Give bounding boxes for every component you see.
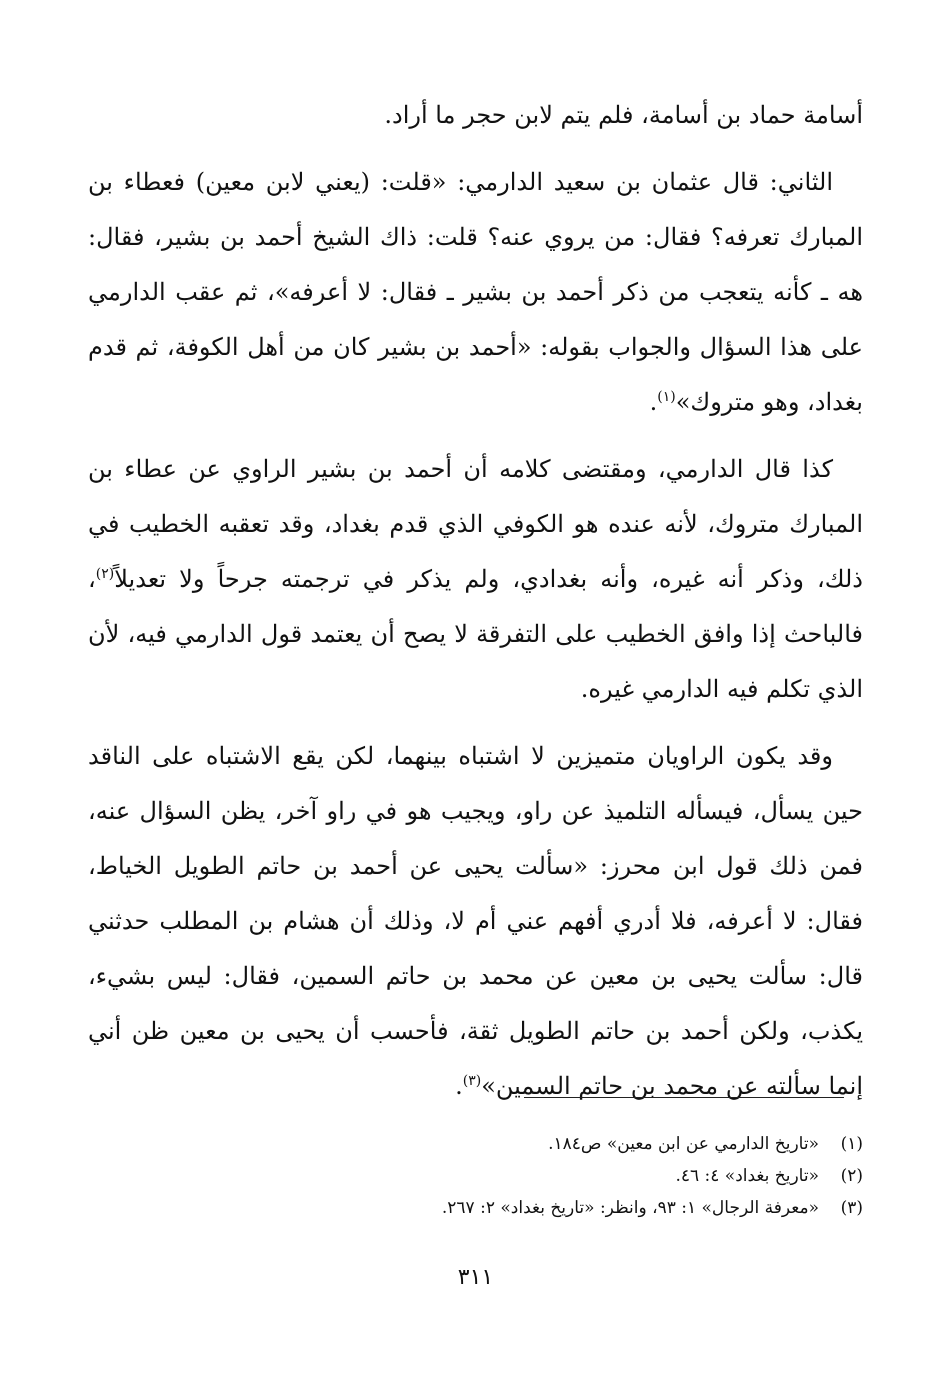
footnotes-list (88, 1128, 863, 1224)
footnote-text: «معرفة الرجال» ١: ٩٣، وانظر: «تاريخ بغداد» ٢: ٢٦٧. (441, 1198, 819, 1218)
footnote-number: (٣) (840, 1198, 863, 1218)
paragraph-text: أسامة حماد بن أسامة، فلم يتم لابن حجر ما أراد. (384, 101, 863, 129)
footnote-ref-2: (٢) (95, 566, 115, 582)
footnote-item (88, 1128, 863, 1160)
paragraph-two-narrators: وقد يكون الراويان متميزين لا اشتباه بينهما، لكن يقع الاشتباه على الناقد حين يسأل، فيسأله التلميذ عن راو، ويجيب هو في راو آخر، يظن السؤال عنه، فمن ذلك قول ابن محرز: «سألت يحيى عن أحمد بن حاتم الطويل الخياط، فقال: لا أعرفه، فلا أدري أفهم عني أم لا، وذلك أن هشام بن المطلب حدثني قال: سألت يحيى بن معين عن محمد بن حاتم السمين، فقال: ليس بشيء، يكذب، ولكن أحمد بن حاتم الطويل ثقة، فأحسب أن يحيى بن معين ظن أني إنما سألته عن محمد بن حاتم السمين»$^{(٣)}$. (88, 742, 863, 1100)
footnote-ref-3: (٣) (462, 1073, 482, 1089)
footnote-ref-1: (١) (657, 389, 676, 405)
footnote-item (88, 1160, 863, 1192)
paragraph-continuation (88, 88, 863, 143)
paragraph-text: الثاني: قال عثمان بن سعيد الدارمي: «قلت: (يعني لابن معين) فعطاء بن المبارك تعرفه؟ فقال: من يروي عنه؟ قلت: ذاك الشيخ أحمد بن بشير، فقال: هه ـ كأنه يتعجب من ذكر أحمد بن بشير ـ فقال: لا أعرفه»، ثم عقب الدارمي على هذا السؤال والجواب بقوله: «أحمد بن بشير كان من أهل الكوفة، ثم قدم بغداد، وهو متروك» (88, 168, 863, 416)
footnote-number: (١) (840, 1134, 863, 1154)
footnote-text: «تاريخ بغداد» ٤: ٤٦. (675, 1166, 819, 1186)
paragraph-text: وقد يكون الراويان متميزين لا اشتباه بينهما، لكن يقع الاشتباه على الناقد حين يسأل، فيسأله التلميذ عن راو، ويجيب هو في راو آخر، يظن السؤال عنه، فمن ذلك قول ابن محرز: «سألت يحيى عن أحمد بن حاتم الطويل الخياط، فقال: لا أعرفه، فلا أدري أفهم عني أم لا، وذلك أن هشام بن المطلب حدثني قال: سألت يحيى بن معين عن محمد بن حاتم السمين، فقال: ليس بشيء، يكذب، ولكن أحمد بن حاتم الطويل ثقة، فأحسب أن يحيى بن معين ظن أني إنما سألته عن محمد بن حاتم السمين» (88, 742, 863, 1100)
footnote-text: «تاريخ الدارمي عن ابن معين» ص١٨٤. (548, 1134, 819, 1154)
paragraph-darimi-comment (88, 442, 863, 717)
footnote-separator (524, 1097, 844, 1098)
paragraph-second-example: الثاني: قال عثمان بن سعيد الدارمي: «قلت: (يعني لابن معين) فعطاء بن المبارك تعرفه؟ فقال: من يروي عنه؟ قلت: ذاك الشيخ أحمد بن بشير، فقال: هه ـ كأنه يتعجب من ذكر أحمد بن بشير ـ فقال: لا أعرفه»، ثم عقب الدارمي على هذا السؤال والجواب بقوله: «أحمد بن بشير كان من أهل الكوفة، ثم قدم بغداد، وهو متروك»$^{(١)}$. (88, 168, 863, 416)
footnote-number: (٢) (840, 1166, 863, 1186)
page-body (88, 88, 863, 1114)
footnote-item (88, 1192, 863, 1224)
page-number: ٣١١ (457, 1265, 494, 1290)
paragraph-text-rest: ، فالباحث إذا وافق الخطيب على التفرقة لا يصح أن يعتمد قول الدارمي فيه، لأن الذي تكلم فيه الدارمي غيره. (88, 565, 863, 703)
paragraph-text: كذا قال الدارمي، ومقتضى كلامه أن أحمد بن بشير الراوي عن عطاء بن المبارك متروك، لأنه عنده هو الكوفي الذي قدم بغداد، وقد تعقبه الخطيب في ذلك، وذكر أنه غيره، وأنه بغدادي، ولم يذكر في ترجمته جرحاً ولا تعديلاً (88, 455, 863, 593)
